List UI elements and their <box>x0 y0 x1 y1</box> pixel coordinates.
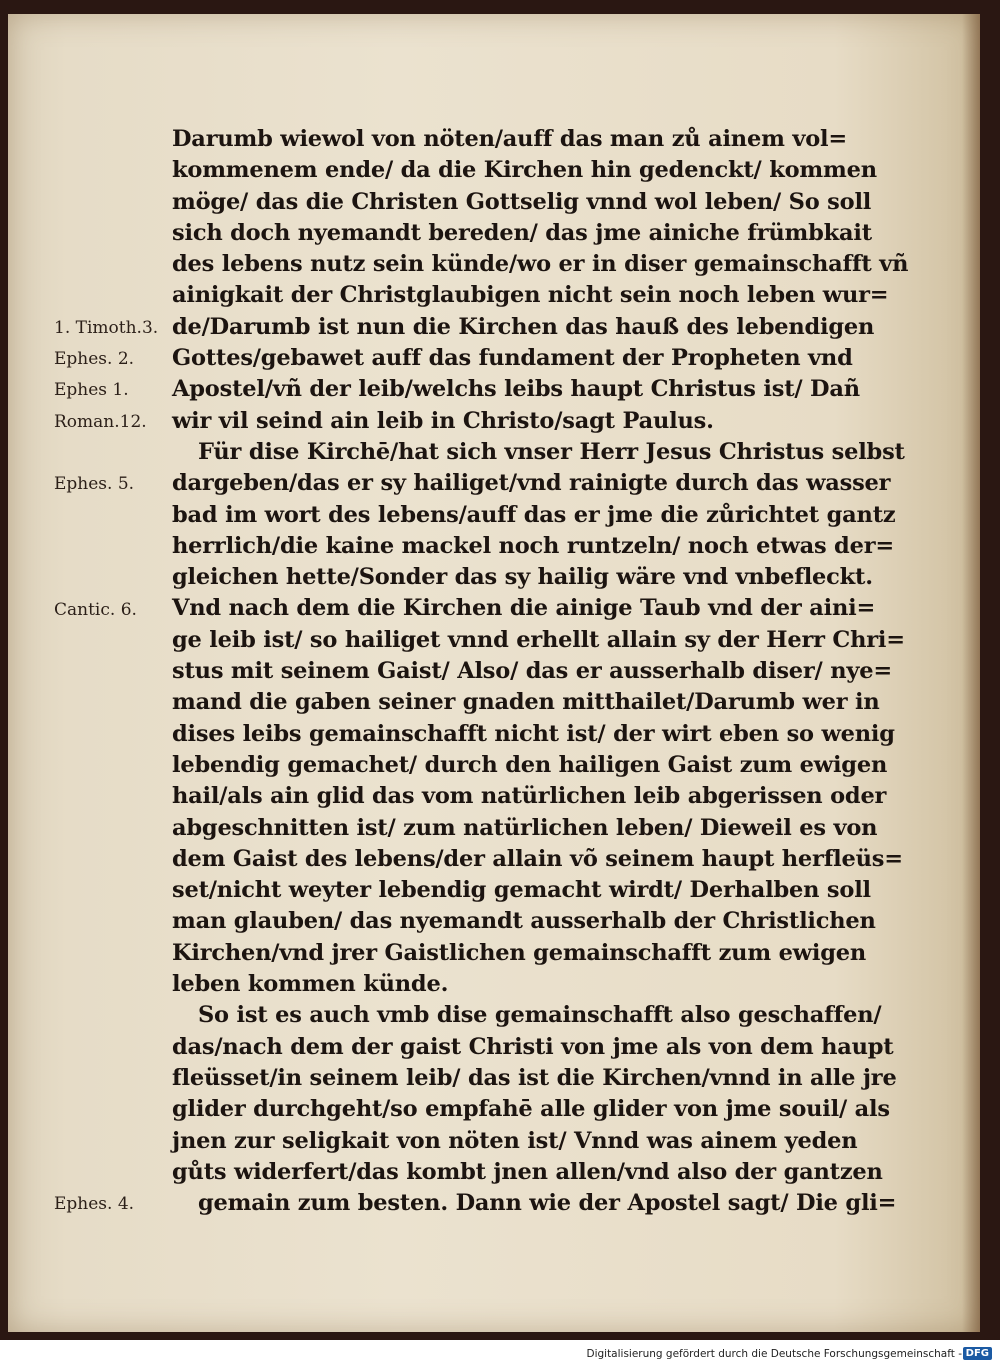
margin-reference: Ephes. 5. <box>54 474 135 495</box>
text-line: wir vil seind ain leib in Christo/sagt Paulus. <box>172 407 714 434</box>
margin-reference: Ephes. 4. <box>54 1194 135 1215</box>
text-line: Kirchen/vnd jrer Gaistlichen gemainschafft zum ewigen <box>172 939 867 966</box>
text-line: de/Darumb ist nun die Kirchen das hauß des lebendigen <box>172 313 875 340</box>
dfg-logo: DFG <box>963 1347 992 1360</box>
text-line: des lebens nutz sein künde/wo er in diser gemainschafft vñ <box>172 251 909 278</box>
text-line: fleüsset/in seinem leib/ das ist die Kirchen/vnnd in alle jre <box>172 1064 897 1091</box>
margin-reference: 1. Timoth.3. <box>54 317 159 338</box>
text-line: ge leib ist/ so hailiget vnnd erhellt allain sy der Herr Chri= <box>172 626 905 653</box>
text-line: kommenem ende/ da die Kirchen hin gedenckt/ kommen <box>172 157 877 184</box>
text-line: gemain zum besten. Dann wie der Apostel sagt/ Die gli= <box>198 1190 897 1217</box>
funding-note: Digitalisierung gefördert durch die Deutsche Forschungsgemeinschaft - <box>586 1348 962 1360</box>
text-line: hail/als ain glid das vom natürlichen leib abgerissen oder <box>172 783 887 810</box>
text-line: jnen zur seligkait von nöten ist/ Vnnd was ainem yeden <box>172 1127 858 1154</box>
text-line: Vnd nach dem die Kirchen die ainige Taub vnd der aini= <box>172 595 876 622</box>
text-line: glider durchgeht/so empfahē alle glider von jme souil/ als <box>172 1096 890 1123</box>
text-line: So ist es auch vmb dise gemainschafft also geschaffen/ <box>198 1002 882 1029</box>
text-line: Gottes/gebawet auff das fundament der Propheten vnd <box>172 345 853 372</box>
text-line: herrlich/die kaine mackel noch runtzeln/ noch etwas der= <box>172 532 895 559</box>
text-line: dises leibs gemainschafft nicht ist/ der wirt eben so wenig <box>172 720 895 747</box>
text-line: mand die gaben seiner gnaden mitthailet/Darumb wer in <box>172 689 880 716</box>
text-line: Für dise Kirchē/hat sich vnser Herr Jesus Christus selbst <box>198 438 905 465</box>
text-line: abgeschnitten ist/ zum natürlichen leben/ Dieweil es von <box>172 814 878 841</box>
text-line: gůts widerfert/das kombt jnen allen/vnd also der gantzen <box>172 1158 883 1185</box>
text-line: lebendig gemachet/ durch den hailigen Gaist zum ewigen <box>172 751 888 778</box>
text-line: bad im wort des lebens/auff das er jme die zůrichtet gantz <box>172 501 896 528</box>
text-line: möge/ das die Christen Gottselig vnnd wol leben/ So soll <box>172 188 872 215</box>
text-line: gleichen hette/Sonder das sy hailig wäre vnd vnbefleckt. <box>172 564 873 591</box>
text-line: Apostel/vñ der leib/welchs leibs haupt Christus ist/ Dañ <box>172 376 860 403</box>
text-line: Darumb wiewol von nöten/auff das man zů ainem vol= <box>172 126 847 152</box>
text-line: dargeben/das er sy hailiget/vnd rainigte durch das wasser <box>172 470 891 497</box>
margin-reference: Ephes. 2. <box>54 349 135 370</box>
text-line: sich doch nyemandt bereden/ das jme ainiche frümbkait <box>172 219 872 246</box>
text-line: set/nicht weyter lebendig gemacht wirdt/ Derhalben soll <box>172 877 871 904</box>
margin-reference: Ephes 1. <box>54 380 129 401</box>
text-line: ainigkait der Christglaubigen nicht sein noch leben wur= <box>172 282 889 309</box>
text-line: das/nach dem der gaist Christi von jme als von dem haupt <box>172 1033 894 1060</box>
text-line: dem Gaist des lebens/der allain võ seinem haupt herfleüs= <box>172 845 903 872</box>
margin-reference: Cantic. 6. <box>54 599 137 620</box>
text-line: stus mit seinem Gaist/ Also/ das er ausserhalb diser/ nye= <box>172 658 893 685</box>
text-line: leben kommen künde. <box>172 971 449 998</box>
footer-bar <box>0 1340 1000 1369</box>
margin-reference: Roman.12. <box>54 411 147 432</box>
page-edge-shadow <box>962 14 980 1332</box>
main-text-block <box>172 124 909 1219</box>
text-line: man glauben/ das nyemandt ausserhalb der Christlichen <box>172 908 876 935</box>
